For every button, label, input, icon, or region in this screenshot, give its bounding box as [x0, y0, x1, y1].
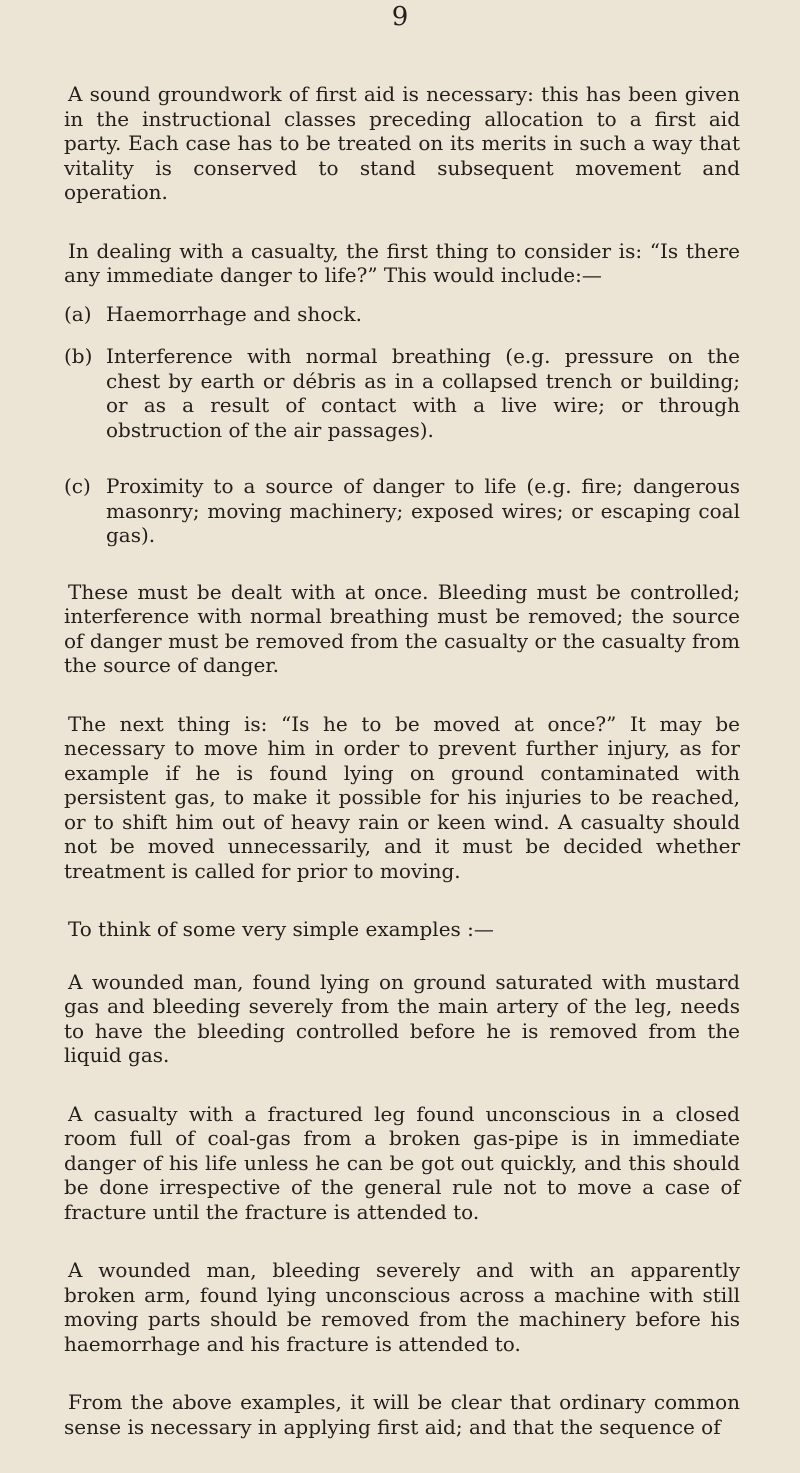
- list-text-b: Interference with normal breathing (e.g. pressure on the chest by earth or débris as in a collapsed trench or building; or as a result of contact with a live wire; or through obstruction of the air passages).: [106, 344, 740, 442]
- paragraph-coal-gas: A casualty with a fractured leg found unconscious in a closed room full of coal-gas from a broken gas-pipe is in immediate danger of his life unless he can be got out quickly, and this should be done irrespective of the general rule not to move a case of fracture until the fracture is attended to.: [64, 1101, 740, 1224]
- paragraph-common-sense: From the above examples, it will be clear that ordinary common sense is necessary in applying first aid; and that the sequence of: [64, 1390, 740, 1439]
- paragraph-simple-examples: To think of some very simple examples :—: [68, 917, 494, 941]
- paragraph-groundwork: A sound groundwork of first aid is necessary: this has been given in the instructional classes preceding allocation to a first aid party. Each case has to be treated on its merits in such a way that vitality is conserved to stand subsequent movement and operation.: [64, 82, 740, 204]
- paragraph-dealt-at-once: These must be dealt with at once. Bleeding must be controlled; interference with normal breathing must be removed; the source of danger must be removed from the casualty or the casualty from the source of danger.: [64, 579, 740, 677]
- page-number: 9: [391, 2, 409, 32]
- list-label-b: (b): [64, 344, 93, 368]
- paragraph-mustard-gas: A wounded man, found lying on ground saturated with mustard gas and bleeding severely from the main artery of the leg, needs to have the bleeding controlled before he is removed from the liquid gas.: [64, 969, 740, 1067]
- list-text-c: Proximity to a source of danger to life (e.g. fire; dangerous masonry; moving machinery; exposed wires; or escaping coal gas).: [106, 474, 740, 547]
- paragraph-moved-at-once: The next thing is: “Is he to be moved at once?” It may be necessary to move him in order to prevent further injury, as for example if he is found lying on ground contaminated with persistent gas, to make it possible for his injuries to be reached, or to shift him out of heavy rain or keen wind. A casualty should not be moved unnecessarily, and it must be decided whether treatment is called for prior to moving.: [64, 711, 740, 883]
- list-item-b: [64, 344, 740, 442]
- paragraph-immediate-danger: In dealing with a casualty, the first thing to consider is: “Is there any immediate danger to life?” This would include:—: [64, 238, 740, 287]
- list-text-a: Haemorrhage and shock.: [106, 301, 362, 326]
- list-item-a: [64, 302, 740, 327]
- list-label-a: (a): [64, 301, 92, 326]
- list-label-c: (c): [64, 474, 91, 498]
- paragraph-machinery: A wounded man, bleeding severely and with an apparently broken arm, found lying unconscious across a machine with still moving parts should be removed from the machinery before his haemorrhage and his fracture is attended to.: [64, 1258, 740, 1356]
- page-content: [64, 82, 740, 1473]
- list-item-c: [64, 474, 740, 548]
